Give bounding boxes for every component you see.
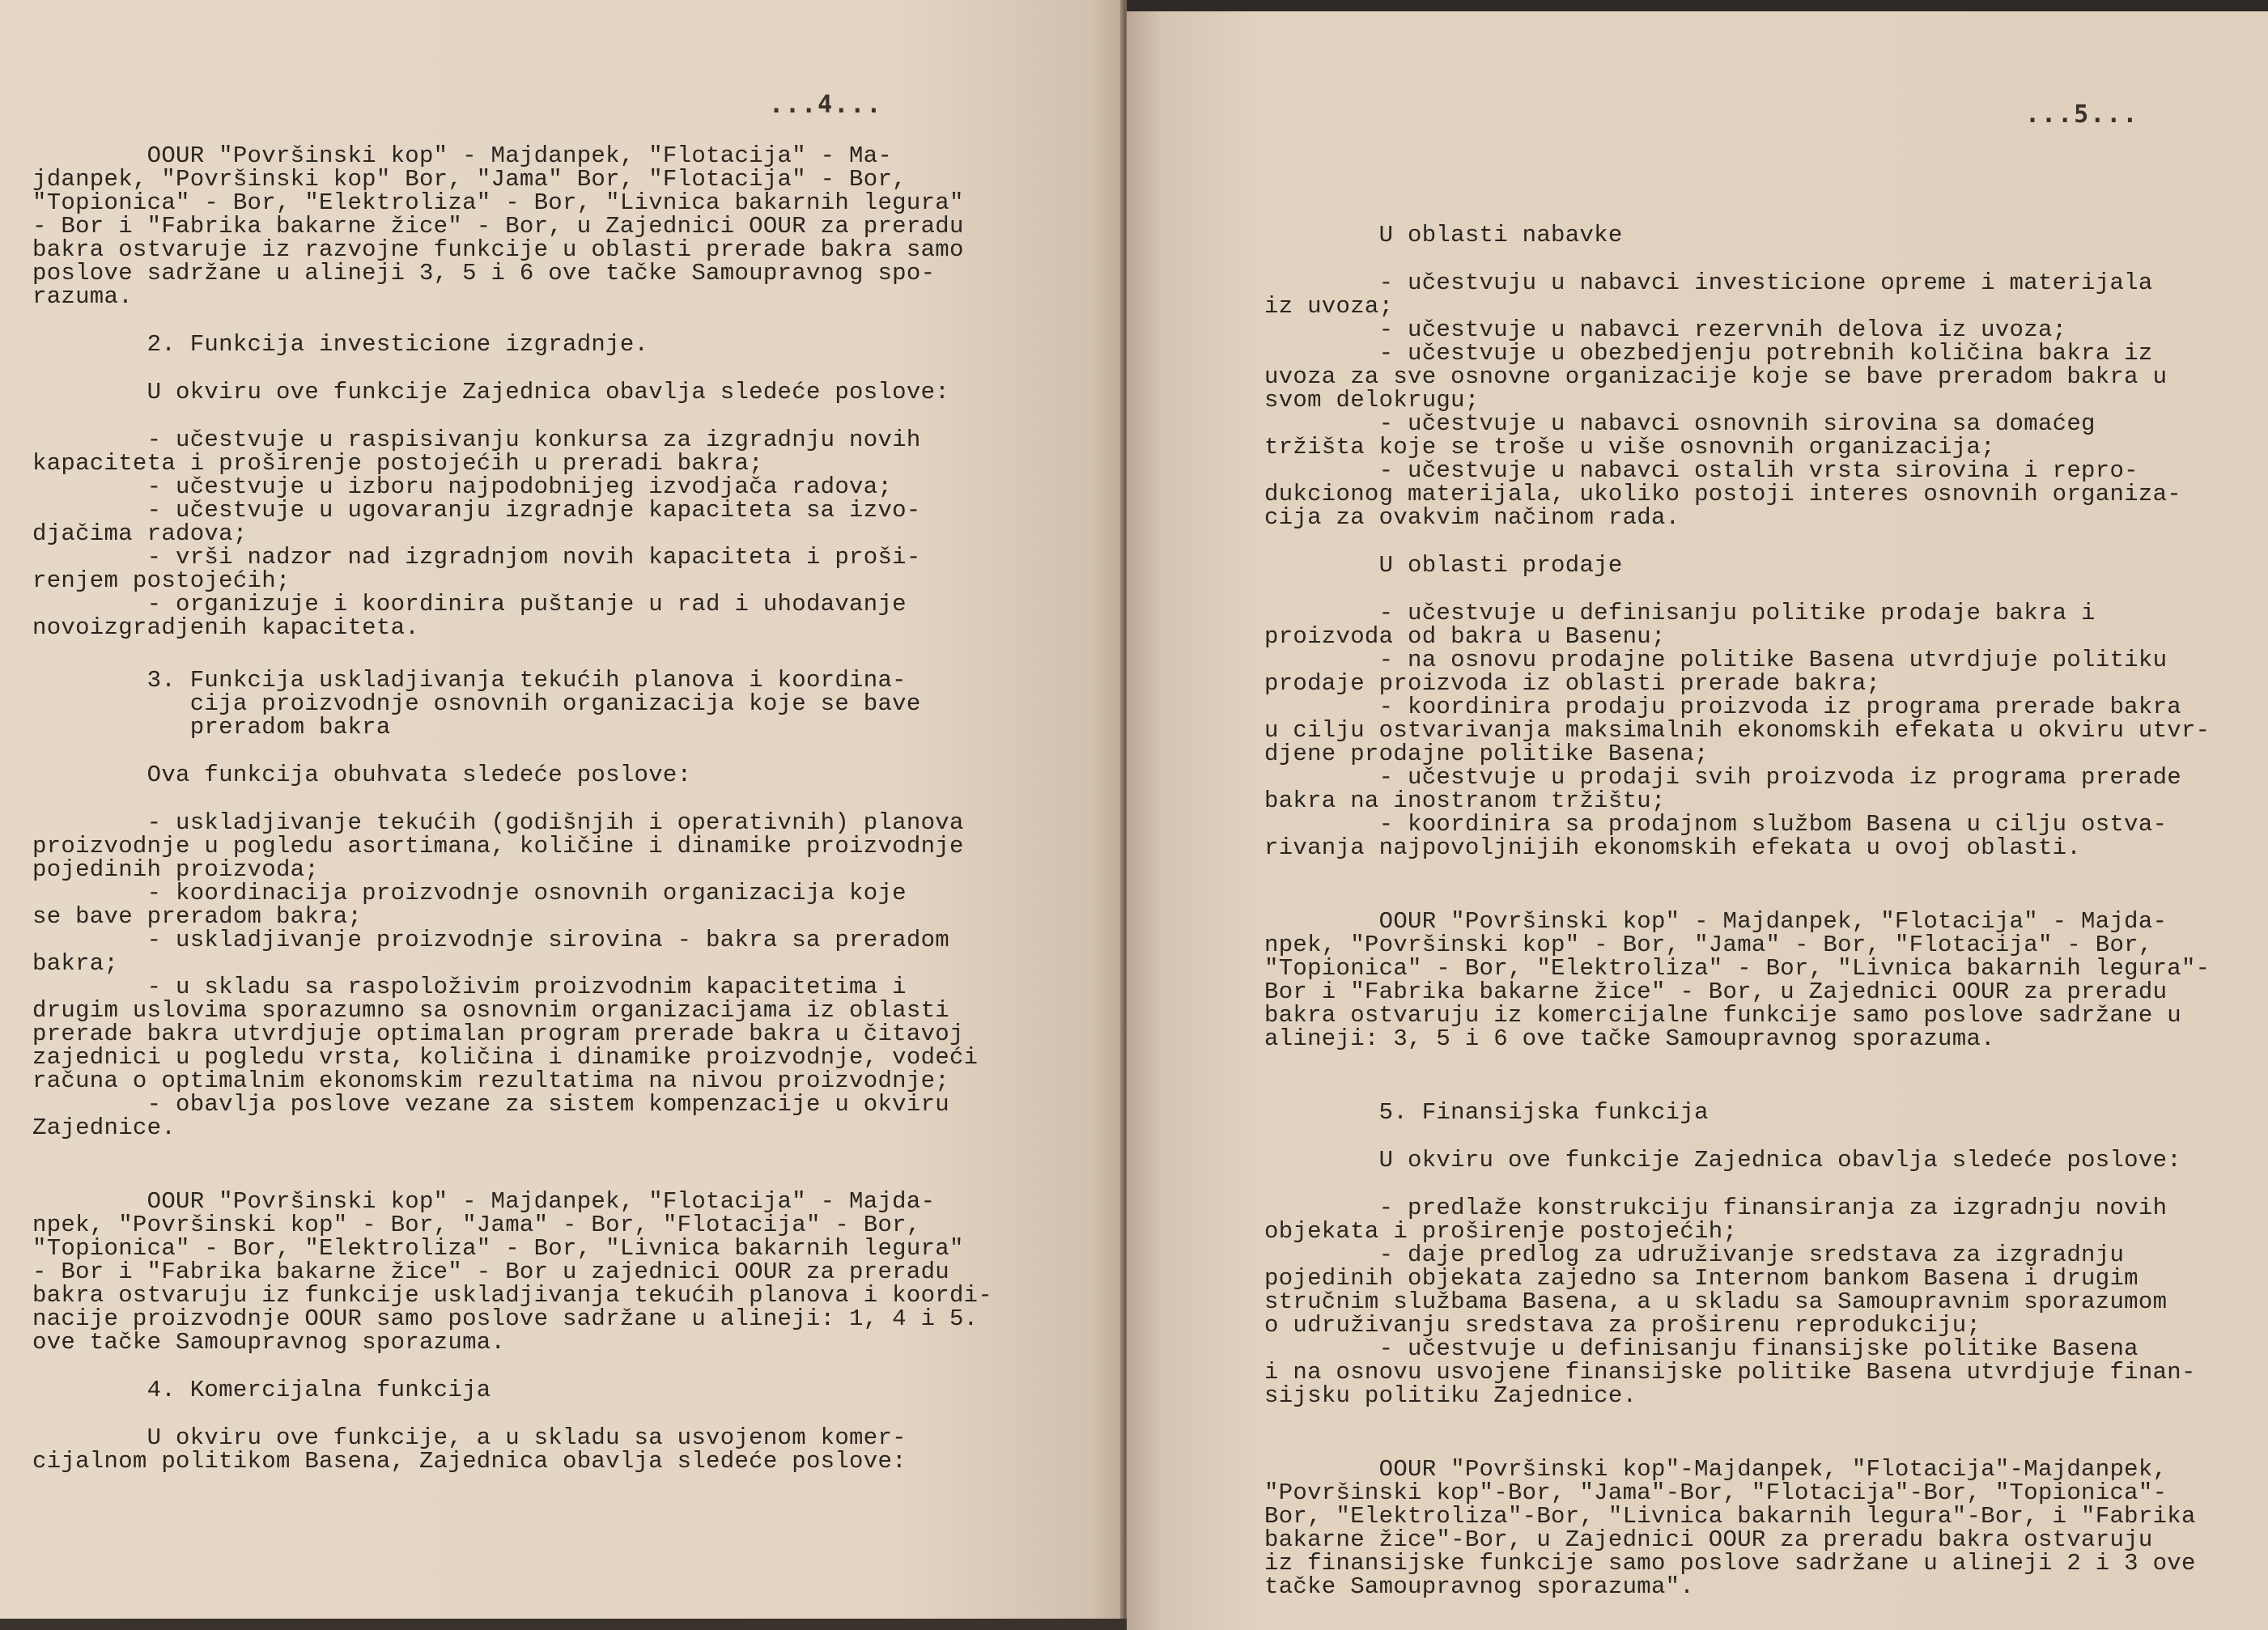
subsection-heading: U oblasti nabavke xyxy=(1264,222,1623,248)
paragraph: U okviru ove funkcije Zajednica obavlja sledeće poslove: xyxy=(32,379,949,405)
bullet-list: - učestvuje u definisanju politike prodaje bakra i proizvoda od bakra u Basenu; - na osnovu prodajne politike Basena utvrdjuje politiku prodaje proizvoda iz oblasti prerade bakra; - koordinira prodaju proizvoda iz programa prerade bakra u cilju ostvarivanja maksimalnih ekonomskih efekata u okviru utvr- djene prodajne politike Basena; - učestvuje u prodaji svih proizvoda iz programa prerade bakra na inostranom tržištu; - koordinira sa prodajnom službom Basena u cilju ostva- rivanja najpovoljnijih ekonomskih efekata u ovoj oblasti. xyxy=(1264,600,2211,861)
section-heading: 2. Funkcija investicione izgradnje. xyxy=(32,331,649,358)
paragraph: OOUR "Površinski kop" - Majdanpek, "Flotacija" - Majda- npek, "Površinski kop" - Bor, "Jama" - Bor, "Flotacija" - Bor, "Topionica" - Bor, "Elektroliza" - Bor, "Livnica bakarnih legura"- Bor i "Fabrika bakarne žice" - Bor, u Zajednici OOUR za preradu bakra ostvaruju iz komercijalne funkcije samo poslove sadržane u alineji: 3, 5 i 6 ove tačke Samoupravnog sporazuma. xyxy=(1264,908,2211,1052)
bullet-list: - predlaže konstrukciju finansiranja za izgradnju novih objekata i proširenje postojećih; - daje predlog za udruživanje sredstava za izgradnju pojedinih objekata zajedno sa Internom bankom Basena i drugim stručnim službama Basena, a u skladu sa Samoupravnim sporazumom o udruživanju sredstava za proširenu reprodukciju; - učestvuje u definisanju finansijske politike Basena i na osnovu usvojene finansijske politike Basena utvrdjuje finan- sijsku politiku Zajednice. xyxy=(1264,1195,2196,1409)
subsection-heading: U oblasti prodaje xyxy=(1264,552,1623,579)
paragraph: OOUR "Površinski kop" - Majdanpek, "Flotacija" - Ma- jdanpek, "Površinski kop" Bor, "Jama" Bor, "Flotacija" - Bor, "Topionica" - Bor, "Elektroliza" - Bor, "Livnica bakarnih legura" - Bor i "Fabrika bakarne žice" - Bor, u Zajednici OOUR za preradu bakra ostvaruje iz razvojne funkcije u oblasti prerade bakra samo poslove sadržane u alineji 3, 5 i 6 ove tačke Samoupravnog spo- razuma. xyxy=(32,142,964,310)
paragraph: OOUR "Površinski kop" - Majdanpek, "Flotacija" - Majda- npek, "Površinski kop" - Bor, "Jama" - Bor, "Flotacija" - Bor, "Topionica" - Bor, "Elektroliza" - Bor, "Livnica bakarnih legura" - Bor i "Fabrika bakarne žice" - Bor u zajednici OOUR za preradu bakra ostvaruju iz funkcije uskladjivanja tekućih planova i koordi- nacije proizvodnje OOUR samo poslove sadržane u alineji: 1, 4 i 5. ove tačke Samoupravnog sporazuma. xyxy=(32,1188,993,1356)
page-right xyxy=(1127,0,2268,1630)
page-number: ...5... xyxy=(2025,100,2139,129)
section-heading: 5. Finansijska funkcija xyxy=(1264,1099,1709,1126)
bullet-list: - učestvuje u raspisivanju konkursa za izgradnju novih kapaciteta i proširenje postojećih u preradi bakra; - učestvuje u izboru najpodobnijeg izvodjača radova; - učestvuje u ugovaranju izgradnje kapaciteta sa izvo- djačima radova; - vrši nadzor nad izgradnjom novih kapaciteta i proši- renjem postojećih; - organizuje i koordinira puštanje u rad i uhodavanje novoizgradjenih kapaciteta. xyxy=(32,427,921,641)
page-content xyxy=(32,144,1085,1473)
page-left xyxy=(0,0,1125,1619)
page-content xyxy=(1264,223,2252,1598)
paragraph: U okviru ove funkcije, a u skladu sa usvojenom komer- cijalnom politikom Basena, Zajednica obavlja sledeće poslove: xyxy=(32,1424,907,1475)
section-heading: 3. Funkcija uskladjivanja tekućih planova i koordina- cija proizvodnje osnovnih organizacija koje se bave preradom bakra xyxy=(147,667,921,741)
paragraph: OOUR "Površinski kop"-Majdanpek, "Flotacija"-Majdanpek, "Površinski kop"-Bor, "Jama"-Bor, "Flotacija"-Bor, "Topionica"- Bor, "Elektroliza"-Bor, "Livnica bakarnih legura"-Bor, i "Fabrika bakarne žice"-Bor, u Zajednici OOUR za preradu bakra ostvaruju iz finansijske funkcije samo poslove sadržane u alineji 2 i 3 ove tačke Samoupravnog sporazuma". xyxy=(1264,1456,2196,1600)
section-heading: 4. Komercijalna funkcija xyxy=(32,1377,491,1403)
paragraph: U okviru ove funkcije Zajednica obavlja sledeće poslove: xyxy=(1264,1147,2181,1174)
page-number: ...4... xyxy=(769,91,883,119)
paragraph: Ova funkcija obuhvata sledeće poslove: xyxy=(32,762,692,788)
bullet-list: - uskladjivanje tekućih (godišnjih i operativnih) planova proizvodnje u pogledu asortimana, količine i dinamike proizvodnje pojedinih proizvoda; - koordinacija proizvodnje osnovnih organizacija koje se bave preradom bakra; - uskladjivanje proizvodnje sirovina - bakra sa preradom bakra; - u skladu sa raspoloživim proizvodnim kapacitetima i drugim uslovima sporazumno sa osnovnim organizacijama iz oblasti prerade bakra utvrdjuje optimalan program prerade bakra u čitavoj zajednici u pogledu vrsta, količina i dinamike proizvodnje, vodeći računa o optimalnim ekonomskim rezultatima na nivou proizvodnje; - obavlja poslove vezane za sistem kompenzacije u okviru Zajednice. xyxy=(32,809,979,1141)
bullet-list: - učestvuju u nabavci investicione opreme i materijala iz uvoza; - učestvuje u nabavci rezervnih delova iz uvoza; - učestvuje u obezbedjenju potrebnih količina bakra iz uvoza za sve osnovne organizacije koje se bave preradom bakra u svom delokrugu; - učestvuje u nabavci osnovnih sirovina sa domaćeg tržišta koje se troše u više osnovnih organizacija; - učestvuje u nabavci ostalih vrsta sirovina i repro- dukcionog materijala, ukoliko postoji interes osnovnih organiza- cija za ovakvim načinom rada. xyxy=(1264,270,2181,531)
